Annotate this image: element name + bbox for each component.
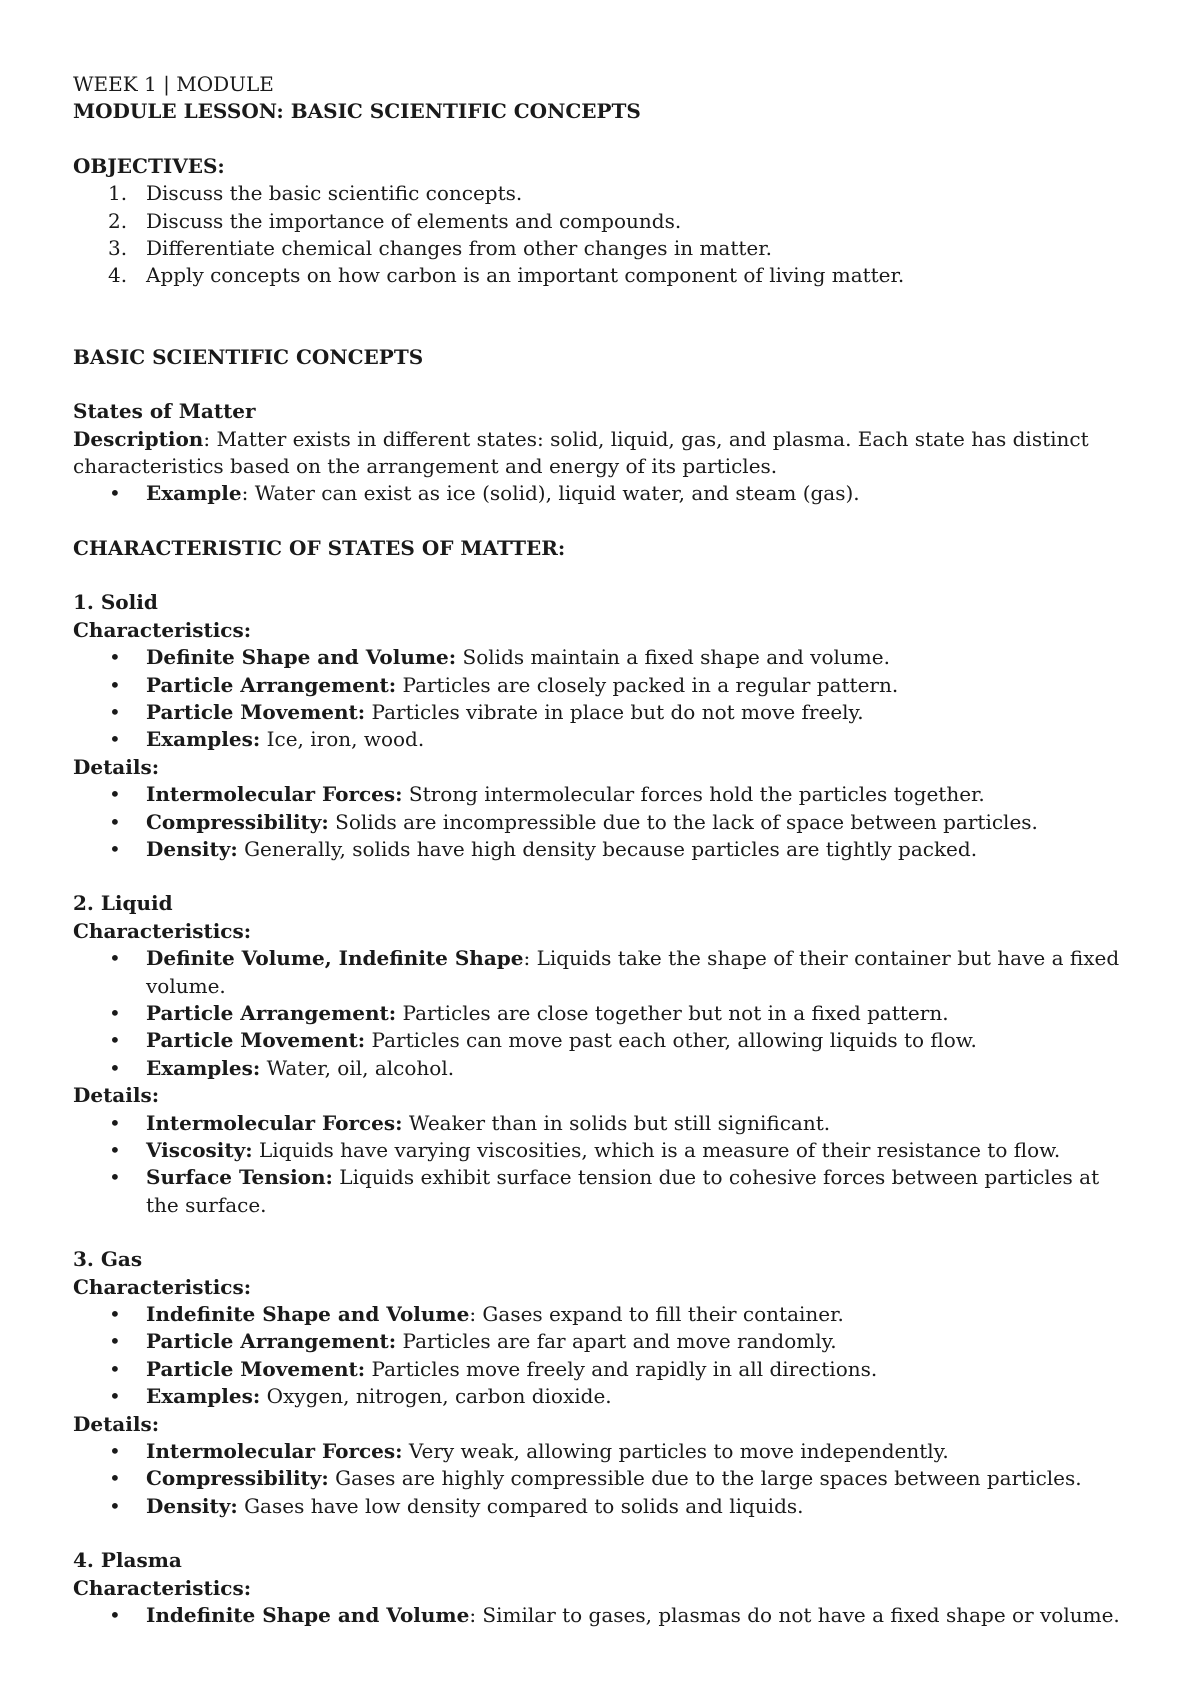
characteristics-list: [73, 1301, 1133, 1411]
details-list: [73, 1110, 1133, 1220]
characteristics-list: [73, 1602, 1133, 1629]
details-label: Details:: [73, 1411, 160, 1436]
details-list: [73, 781, 1133, 863]
liquid-section: [73, 890, 1133, 1219]
document-page: [73, 71, 1133, 1630]
characteristics-label: Characteristics:: [73, 1575, 252, 1600]
objectives-list: [73, 180, 1133, 290]
list-item: • Example: Water can exist as ice (solid), liquid water, and steam (gas).: [109, 481, 860, 506]
list-item: • Particle Movement: Particles can move past each other, allowing liquids to flow.: [109, 1028, 977, 1053]
plasma-section: [73, 1547, 1133, 1629]
gas-section: [73, 1246, 1133, 1520]
details-label: Details:: [73, 754, 160, 779]
list-item: • Intermolecular Forces: Very weak, allowing particles to move independently.: [109, 1439, 949, 1464]
characteristics-label: Characteristics:: [73, 918, 252, 943]
details-list: [73, 1438, 1133, 1520]
list-item: • Examples: Ice, iron, wood.: [109, 727, 425, 752]
states-of-matter-heading: States of Matter: [73, 399, 256, 424]
list-item: • Examples: Oxygen, nitrogen, carbon dioxide.: [109, 1384, 612, 1409]
list-item: • Compressibility: Solids are incompressible due to the lack of space between particles.: [109, 809, 1038, 834]
section-title: 1. Solid: [73, 590, 158, 615]
objectives-heading: OBJECTIVES:: [73, 153, 225, 178]
list-item: • Compressibility: Gases are highly compressible due to the large spaces between particles.: [109, 1466, 1082, 1491]
list-item: • Definite Shape and Volume: Solids maintain a fixed shape and volume.: [109, 645, 890, 670]
characteristic-heading: CHARACTERISTIC OF STATES OF MATTER:: [73, 535, 566, 560]
characteristics-label: Characteristics:: [73, 1274, 252, 1299]
list-item: • Particle Arrangement: Particles are close together but not in a fixed pattern.: [109, 1000, 949, 1025]
list-item: • Viscosity: Liquids have varying viscosities, which is a measure of their resistance to flow.: [109, 1138, 1061, 1162]
characteristics-list: [73, 945, 1133, 1082]
list-item: • Particle Movement: Particles move freely and rapidly in all directions.: [109, 1356, 878, 1381]
list-item: • Density: Generally, solids have high density because particles are tightly packed.: [109, 836, 978, 861]
example-list: [73, 480, 1133, 507]
lesson-title: MODULE LESSON: BASIC SCIENTIFIC CONCEPTS: [73, 99, 641, 124]
objective-item: 3. Differentiate chemical changes from other changes in matter.: [108, 236, 772, 261]
list-item: • Definite Volume, Indefinite Shape: Liquids take the shape of their container but have a fixed volume.: [109, 946, 1120, 998]
list-item: • Surface Tension: Liquids exhibit surface tension due to cohesive forces between particles at the surface.: [109, 1165, 1100, 1217]
objective-item: 1. Discuss the basic scientific concepts.: [108, 181, 523, 206]
characteristics-label: Characteristics:: [73, 617, 252, 642]
objective-item: 4. Apply concepts on how carbon is an important component of living matter.: [108, 263, 905, 288]
week-label: WEEK 1 | MODULE: [73, 72, 274, 96]
solid-section: [73, 589, 1133, 863]
list-item: • Density: Gases have low density compared to solids and liquids.: [109, 1493, 804, 1518]
list-item: • Particle Arrangement: Particles are closely packed in a regular pattern.: [109, 672, 899, 697]
section-title: 3. Gas: [73, 1247, 143, 1272]
characteristics-list: [73, 644, 1133, 754]
list-item: • Indefinite Shape and Volume: Gases expand to fill their container.: [109, 1302, 844, 1327]
list-item: • Particle Arrangement: Particles are far apart and move randomly.: [109, 1329, 837, 1354]
details-label: Details:: [73, 1083, 160, 1108]
objective-item: 2. Discuss the importance of elements and compounds.: [108, 208, 682, 233]
list-item: • Intermolecular Forces: Strong intermolecular forces hold the particles together.: [109, 782, 985, 807]
description-paragraph: Description: Matter exists in different states: solid, liquid, gas, and plasma. Each state has distinct characteristics based on the arrangement and energy of its particles.: [73, 426, 1089, 479]
list-item: • Examples: Water, oil, alcohol.: [109, 1055, 455, 1080]
basic-concepts-heading: BASIC SCIENTIFIC CONCEPTS: [73, 344, 424, 369]
section-title: 2. Liquid: [73, 891, 173, 916]
list-item: • Intermolecular Forces: Weaker than in solids but still significant.: [109, 1110, 831, 1135]
section-title: 4. Plasma: [73, 1548, 182, 1573]
list-item: • Particle Movement: Particles vibrate in place but do not move freely.: [109, 699, 864, 724]
list-item: • Indefinite Shape and Volume: Similar to gases, plasmas do not have a fixed shape or volume.: [109, 1603, 1120, 1628]
